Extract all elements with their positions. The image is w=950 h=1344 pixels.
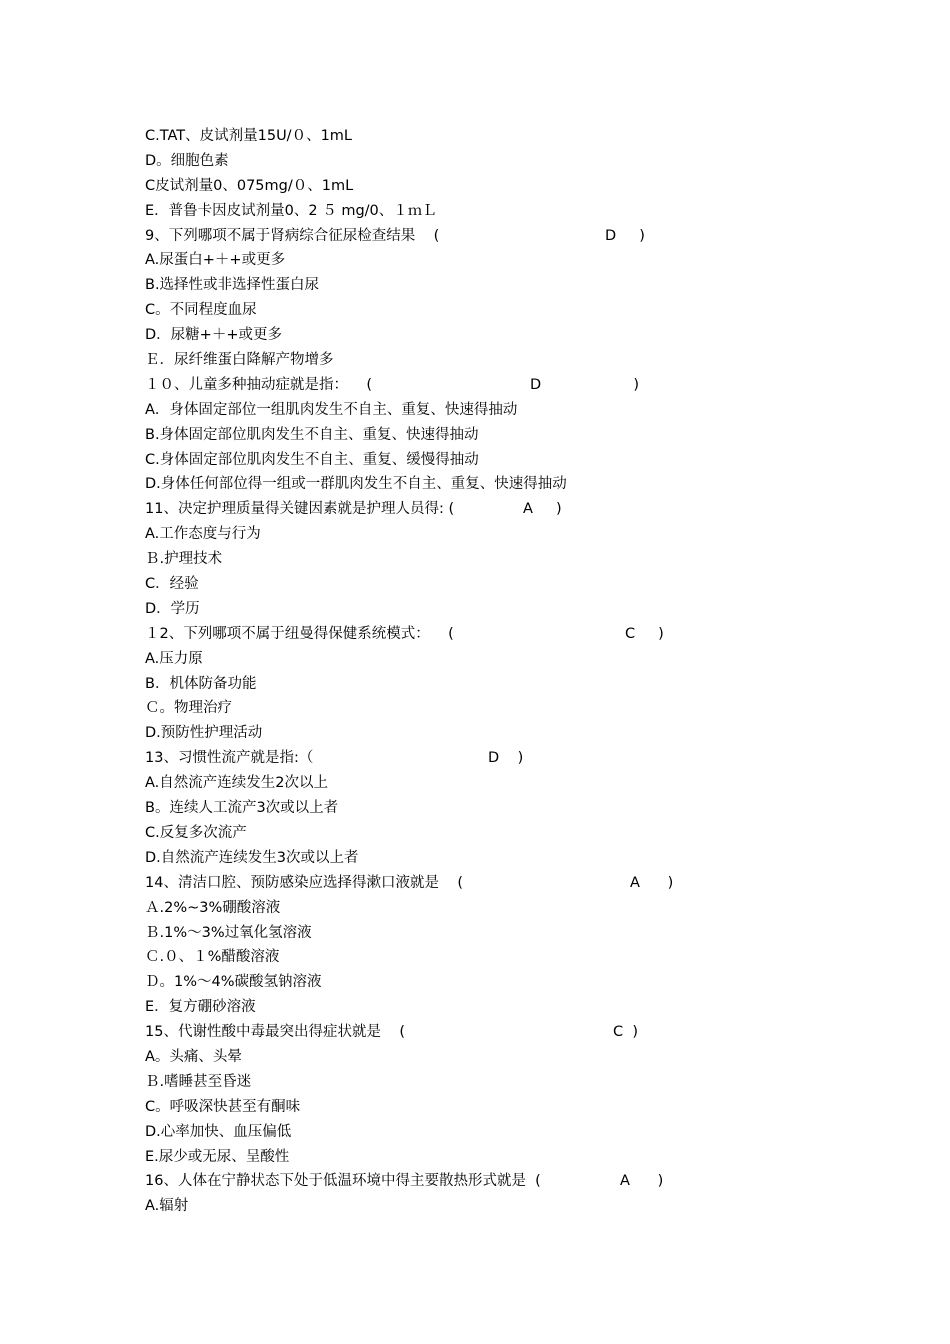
answer-mark: C ) bbox=[613, 1024, 638, 1041]
option-line: E.尿少或无尿、呈酸性 bbox=[145, 1148, 290, 1165]
option-line: C.身体固定部位肌肉发生不自主、重复、缓慢得抽动 bbox=[145, 451, 479, 468]
option-line: D.心率加快、血压偏低 bbox=[145, 1123, 292, 1140]
option-line: E．复方硼砂溶液 bbox=[145, 999, 256, 1016]
answer-mark: A ) bbox=[620, 1173, 664, 1190]
option-line: Ｅ．尿纤维蛋白降解产物增多 bbox=[145, 352, 334, 369]
option-line: D.身体任何部位得一组或一群肌肉发生不自主、重复、快速得抽动 bbox=[145, 476, 567, 493]
option-line: C。呼吸深快甚至有酮味 bbox=[145, 1098, 301, 1115]
question-line: 9、下列哪项不属于肾病综合征尿检查结果 ( D ) bbox=[145, 224, 865, 249]
option-line: C.反复多次流产 bbox=[145, 824, 247, 841]
option-line: A.尿蛋白+＋+或更多 bbox=[145, 252, 286, 269]
option-line: Ｃ.０、１%醋酸溶液 bbox=[145, 949, 280, 966]
option-line: B.选择性或非选择性蛋白尿 bbox=[145, 277, 320, 294]
option-line: D．学历 bbox=[145, 600, 200, 617]
text-line: C皮试剂量0、075mg/０、1mL bbox=[145, 177, 354, 194]
option-line: B．机体防备功能 bbox=[145, 675, 257, 692]
option-line: A。头痛、头晕 bbox=[145, 1048, 242, 1065]
option-line: Ｂ.嗜睡甚至昏迷 bbox=[145, 1073, 252, 1090]
question-line: 11、决定护理质量得关键因素就是护理人员得: ( A ) bbox=[145, 497, 865, 522]
answer-mark: C ) bbox=[625, 625, 664, 642]
answer-mark: A ) bbox=[630, 874, 674, 891]
question-line: 14、清洁口腔、预防感染应选择得漱口液就是 ( A ) bbox=[145, 871, 865, 896]
option-line: C。不同程度血尿 bbox=[145, 302, 257, 319]
answer-mark: D ) bbox=[605, 227, 645, 244]
option-line: Ａ.2%~3%硼酸溶液 bbox=[145, 899, 281, 916]
option-line: B.身体固定部位肌肉发生不自主、重复、快速得抽动 bbox=[145, 426, 479, 443]
question-line: 15、代谢性酸中毒最突出得症状就是 ( C ) bbox=[145, 1020, 865, 1045]
text-line: C.TAT、皮试剂量15U/０、1mL bbox=[145, 128, 352, 144]
question-line: 13、习惯性流产就是指:（ D ) bbox=[145, 746, 865, 771]
question-text-block bbox=[145, 124, 865, 1219]
option-line: A．身体固定部位一组肌肉发生不自主、重复、快速得抽动 bbox=[145, 401, 518, 418]
option-line: Ｃ。物理治疗 bbox=[145, 700, 232, 717]
question-line: 16、人体在宁静状态下处于低温环境中得主要散热形式就是 ( A ) bbox=[145, 1169, 865, 1194]
question-line: １2、下列哪项不属于纽曼得保健系统模式： ( C ) bbox=[145, 622, 865, 647]
option-line: D.自然流产连续发生3次或以上者 bbox=[145, 849, 359, 866]
option-line: D．尿糖+＋+或更多 bbox=[145, 327, 282, 344]
answer-mark: D ) bbox=[530, 376, 640, 393]
option-line: D.预防性护理活动 bbox=[145, 725, 263, 742]
option-line: C．经验 bbox=[145, 576, 199, 593]
option-line: Ｂ.1%～3%过氧化氢溶液 bbox=[145, 924, 312, 941]
option-line: Ｄ。1%～4%碳酸氢钠溶液 bbox=[145, 974, 322, 991]
option-line: A.压力原 bbox=[145, 650, 203, 667]
option-line: A.工作态度与行为 bbox=[145, 526, 261, 543]
text-line: E．普鲁卡因皮试剂量0、2 ５ mg/0、１ｍＬ bbox=[145, 202, 437, 219]
answer-mark: A ) bbox=[523, 501, 562, 518]
option-line: Ｂ.护理技术 bbox=[145, 551, 223, 568]
option-line: A.辐射 bbox=[145, 1198, 189, 1215]
option-line: A.自然流产连续发生2次以上 bbox=[145, 775, 328, 792]
option-line: B。连续人工流产3次或以上者 bbox=[145, 800, 339, 817]
question-line: １０、儿童多种抽动症就是指： ( D ) bbox=[145, 373, 865, 398]
text-line: D。细胞色素 bbox=[145, 152, 229, 169]
answer-mark: D ) bbox=[488, 750, 524, 767]
